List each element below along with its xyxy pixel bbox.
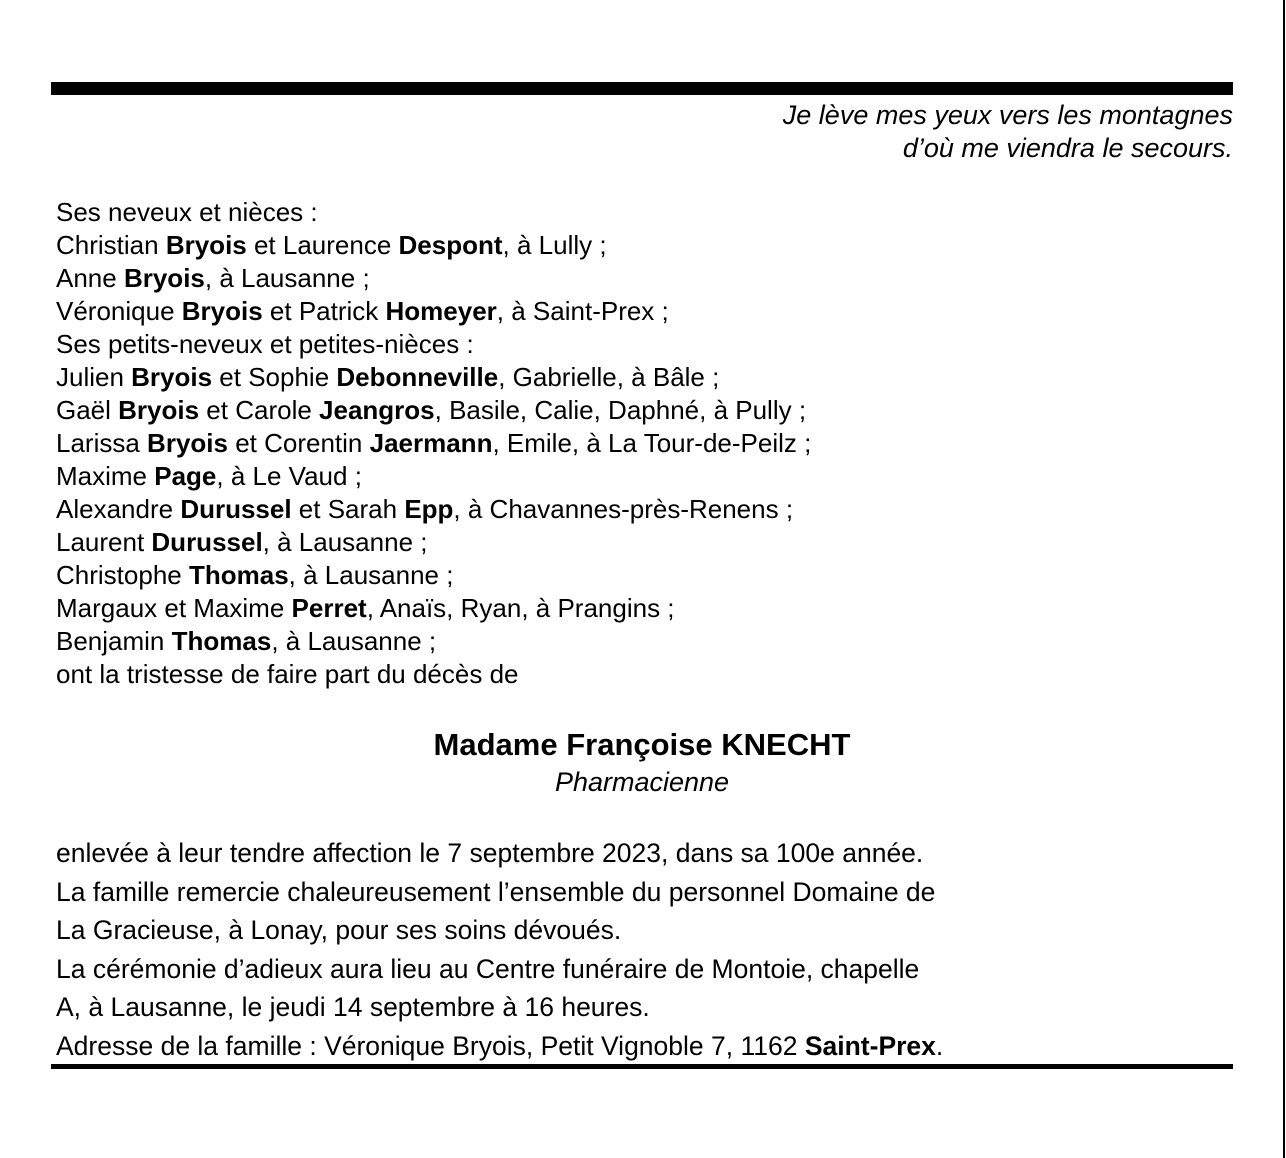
text-segment: et Corentin (227, 428, 370, 458)
text-line (56, 262, 1206, 295)
text-line (56, 229, 1206, 262)
page-right-border (1283, 0, 1285, 1158)
text-line (56, 1027, 1206, 1066)
text-segment: Gaël (56, 395, 119, 425)
text-segment: et Patrick (262, 296, 386, 326)
surname-bold: Thomas (188, 560, 289, 590)
text-line (56, 658, 1206, 691)
text-segment: , Anaïs, Ryan, à Prangins ; (366, 593, 675, 623)
text-segment: , à Lully ; (502, 230, 607, 260)
surname-bold: Saint-Prex (804, 1030, 936, 1061)
text-segment: , à Saint-Prex ; (496, 296, 669, 326)
text-segment: . (935, 1030, 944, 1061)
surname-bold: Homeyer (385, 296, 497, 326)
text-segment: Alexandre (56, 494, 181, 524)
text-segment: Christophe (56, 560, 189, 590)
surname-bold: Bryois (123, 263, 205, 293)
surname-bold: Bryois (131, 362, 213, 392)
top-rule-bar (51, 82, 1233, 95)
text-segment: Maxime (56, 461, 155, 491)
relatives-list (56, 196, 1206, 691)
text-line (56, 295, 1206, 328)
text-segment: Ses neveux et nièces : (56, 197, 318, 227)
surname-bold: Debonneville (336, 362, 499, 392)
surname-bold: Perret (291, 593, 367, 623)
deceased-profession: Pharmacienne (554, 767, 730, 797)
surname-bold: Thomas (171, 626, 272, 656)
text-line (56, 988, 1206, 1027)
text-segment: Benjamin (56, 626, 172, 656)
text-line (56, 361, 1206, 394)
surname-bold: Epp (404, 494, 454, 524)
surname-bold: Jaermann (369, 428, 493, 458)
text-segment: , à Le Vaud ; (216, 461, 362, 491)
text-line (56, 592, 1206, 625)
text-line (56, 559, 1206, 592)
surname-bold: Despont (398, 230, 503, 260)
text-line (56, 196, 1206, 229)
text-segment: , à Lausanne ; (204, 263, 370, 293)
text-segment: Julien (56, 362, 132, 392)
epigraph (51, 99, 1233, 165)
text-line (56, 328, 1206, 361)
text-segment: Christian (56, 230, 166, 260)
text-segment: et Sarah (291, 494, 405, 524)
text-segment: La Gracieuse, à Lonay, pour ses soins dévoués. (56, 915, 622, 945)
text-segment: , à Chavannes-près-Renens ; (453, 494, 794, 524)
text-line (56, 394, 1206, 427)
surname-bold: Page (154, 461, 217, 491)
surname-bold: Bryois (118, 395, 200, 425)
text-segment: ont la tristesse de faire part du décès de (56, 659, 519, 689)
surname-bold: Durussel (180, 494, 292, 524)
bottom-rule-bar (51, 1064, 1233, 1069)
epigraph-line-1: Je lève mes yeux vers les montagnes (782, 100, 1233, 130)
text-segment: Margaux et Maxime (56, 593, 292, 623)
text-segment: , Basile, Calie, Daphné, à Pully ; (434, 395, 807, 425)
surname-bold: Bryois (181, 296, 263, 326)
deceased-name: Madame Françoise KNECHT (433, 727, 851, 762)
text-segment: Adresse de la famille : Véronique Bryois, Petit Vignoble 7, 1162 (56, 1030, 805, 1061)
text-segment: , à Lausanne ; (262, 527, 428, 557)
surname-bold: Bryois (147, 428, 228, 458)
text-segment: Véronique (56, 296, 182, 326)
text-segment: enlevée à leur tendre affection le 7 septembre 2023, dans sa 100e année. (56, 838, 924, 868)
text-line (56, 460, 1206, 493)
text-segment: et Sophie (212, 362, 337, 392)
text-segment: , à Lausanne ; (271, 626, 437, 656)
announcement-paragraph (56, 834, 1206, 1065)
text-line (56, 427, 1206, 460)
text-line (56, 493, 1206, 526)
text-segment: Larissa (56, 428, 148, 458)
text-line (56, 873, 1206, 912)
surname-bold: Bryois (165, 230, 247, 260)
text-segment: A, à Lausanne, le jeudi 14 septembre à 16 heures. (56, 992, 650, 1022)
surname-bold: Durussel (151, 527, 263, 557)
text-line (56, 950, 1206, 989)
text-line (56, 834, 1206, 873)
text-line (56, 911, 1206, 950)
surname-bold: Jeangros (319, 395, 435, 425)
text-segment: , Emile, à La Tour-de-Peilz ; (492, 428, 812, 458)
text-segment: et Carole (199, 395, 320, 425)
text-line (56, 625, 1206, 658)
text-segment: Laurent (56, 527, 152, 557)
text-line (56, 526, 1206, 559)
text-segment: , Gabrielle, à Bâle ; (498, 362, 720, 392)
text-segment: et Laurence (246, 230, 399, 260)
text-segment: , à Lausanne ; (288, 560, 454, 590)
epigraph-line-2: d’où me viendra le secours. (902, 133, 1233, 163)
text-segment: La cérémonie d’adieux aura lieu au Centre funéraire de Montoie, chapelle (56, 953, 920, 984)
text-segment: Ses petits-neveux et petites-nièces : (56, 329, 474, 359)
text-segment: Anne (56, 263, 124, 293)
text-segment: La famille remercie chaleureusement l’ensemble du personnel Domaine de (56, 876, 936, 907)
